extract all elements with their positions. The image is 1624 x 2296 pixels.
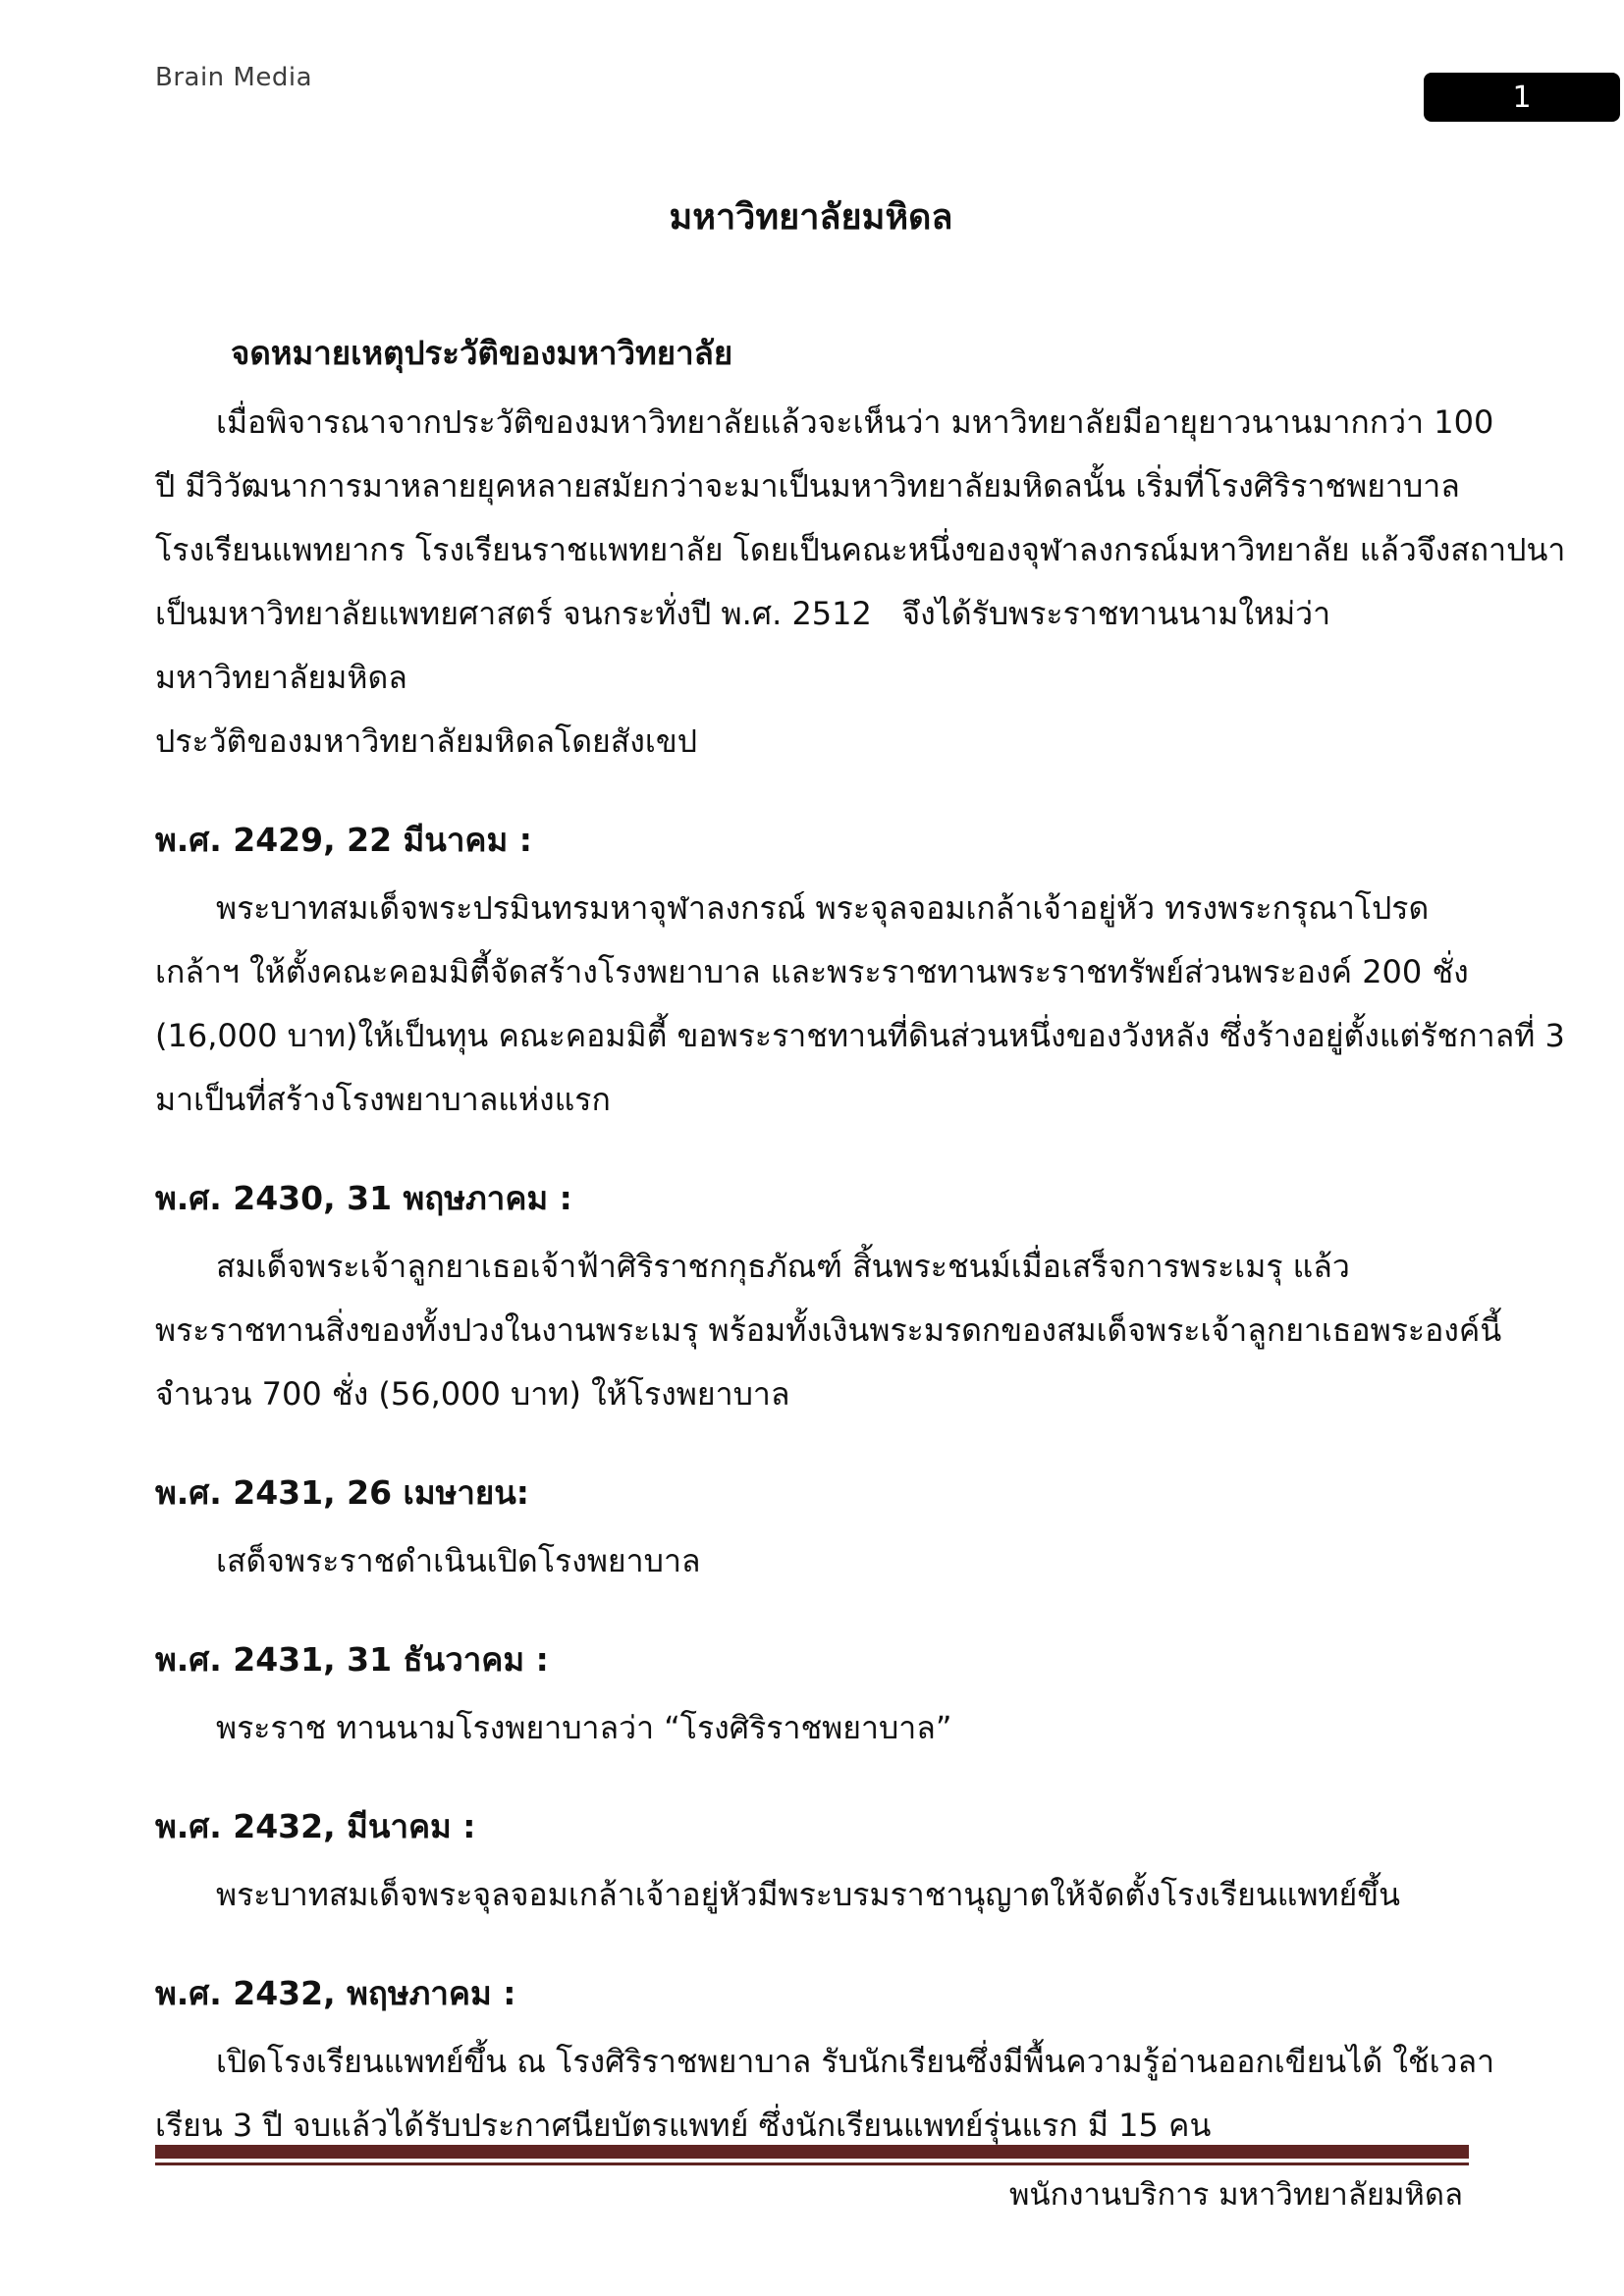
section-heading: พ.ศ. 2432, พฤษภาคม : bbox=[155, 1974, 516, 2012]
section-heading: พ.ศ. 2429, 22 มีนาคม : bbox=[155, 821, 532, 859]
section-heading: พ.ศ. 2432, มีนาคม : bbox=[155, 1807, 476, 1845]
timeline-section-2431-december bbox=[155, 1632, 1467, 1760]
paragraph-line: พระราชทานสิ่งของทั้งปวงในงานพระเมรุ พร้อมทั้งเงินพระมรดกของสมเด็จพระเจ้าลูกยาเธอพระองค์นี้ bbox=[155, 1311, 1502, 1349]
timeline-section-2432-march bbox=[155, 1799, 1467, 1927]
paragraph-line: เปิดโรงเรียนแพทย์ขึ้น ณ โรงศิริราชพยาบาล รับนักเรียนซึ่งมีพื้นความรู้อ่านออกเขียนได้ ใช้เวลา bbox=[216, 2043, 1495, 2080]
timeline-section-2430-may bbox=[155, 1171, 1502, 1426]
paragraph-line: สมเด็จพระเจ้าลูกยาเธอเจ้าฟ้าศิริราชกกุธภัณฑ์ สิ้นพระชนม์เมื่อเสร็จการพระเมรุ แล้ว bbox=[216, 1248, 1350, 1285]
paragraph-line: ปี มีวิวัฒนาการมาหลายยุคหลายสมัยกว่าจะมาเป็นมหาวิทยาลัยมหิดลนั้น เริ่มที่โรงศิริราชพยาบาล bbox=[155, 467, 1460, 505]
paragraph-line: เสด็จพระราชดำเนินเปิดโรงพยาบาล bbox=[216, 1542, 701, 1579]
paragraph-line: เรียน 3 ปี จบแล้วได้รับประกาศนียบัตรแพทย์ ซึ่งนักเรียนแพทย์รุ่นแรก มี 15 คน bbox=[155, 2107, 1212, 2144]
footer-label: พนักงานบริการ มหาวิทยาลัยมหิดล bbox=[1009, 2177, 1463, 2213]
footer-divider-thin bbox=[155, 2163, 1469, 2165]
section-heading: พ.ศ. 2430, 31 พฤษภาคม : bbox=[155, 1179, 572, 1217]
footer-divider-thick bbox=[155, 2145, 1469, 2159]
page-number: 1 bbox=[1512, 80, 1532, 115]
paragraph-line: โรงเรียนแพทยากร โรงเรียนราชแพทยาลัย โดยเป็นคณะหนึ่งของจุฬาลงกรณ์มหาวิทยาลัย แล้วจึงสถาปนา bbox=[155, 531, 1566, 568]
section-heading: พ.ศ. 2431, 31 ธันวาคม : bbox=[155, 1640, 549, 1679]
paragraph-line: เป็นมหาวิทยาลัยแพทยศาสตร์ จนกระทั่งปี พ.ศ. 2512 จึงได้รับพระราชทานนามใหม่ว่า bbox=[155, 595, 1331, 632]
paragraph-line: (16,000 บาท)ให้เป็นทุน คณะคอมมิตี้ ขอพระราชทานที่ดินส่วนหนึ่งของวังหลัง ซึ่งร้างอยู่ตั้งแต่รัชกาลที่ 3 bbox=[155, 1017, 1565, 1054]
paragraph-line: มาเป็นที่สร้างโรงพยาบาลแห่งแรก bbox=[155, 1081, 611, 1118]
paragraph-line: เมื่อพิจารณาจากประวัติของมหาวิทยาลัยแล้วจะเห็นว่า มหาวิทยาลัยมีอายุยาวนานมากกว่า 100 bbox=[216, 403, 1494, 441]
document-content bbox=[155, 92, 1566, 2158]
brand-label: Brain Media bbox=[155, 63, 313, 92]
paragraph-line: พระบาทสมเด็จพระปรมินทรมหาจุฬาลงกรณ์ พระจุลจอมเกล้าเจ้าอยู่หัว ทรงพระกรุณาโปรด bbox=[216, 889, 1430, 927]
timeline-section-2431-april bbox=[155, 1466, 1467, 1593]
document-title: มหาวิทยาลัยมหิดล bbox=[669, 197, 953, 238]
timeline-section-2429-march bbox=[155, 813, 1565, 1132]
timeline-section-2432-may bbox=[155, 1966, 1495, 2158]
paragraph-line: ประวัติของมหาวิทยาลัยมหิดลโดยสังเขป bbox=[155, 722, 698, 760]
paragraph-line: เกล้าฯ ให้ตั้งคณะคอมมิตี้จัดสร้างโรงพยาบาล และพระราชทานพระราชทรัพย์ส่วนพระองค์ 200 ชั่ง bbox=[155, 953, 1469, 990]
intro-heading: จดหมายเหตุประวัติของมหาวิทยาลัย bbox=[231, 334, 733, 372]
paragraph-line: พระราช ทานนามโรงพยาบาลว่า “โรงศิริราชพยาบาล” bbox=[216, 1709, 952, 1746]
paragraph-line: มหาวิทยาลัยมหิดล bbox=[155, 659, 407, 696]
paragraph-line: จำนวน 700 ชั่ง (56,000 บาท) ให้โรงพยาบาล bbox=[155, 1375, 790, 1413]
paragraph-line: พระบาทสมเด็จพระจุลจอมเกล้าเจ้าอยู่หัวมีพระบรมราชานุญาตให้จัดตั้งโรงเรียนแพทย์ขึ้น bbox=[216, 1876, 1401, 1913]
section-heading: พ.ศ. 2431, 26 เมษายน: bbox=[155, 1473, 529, 1512]
